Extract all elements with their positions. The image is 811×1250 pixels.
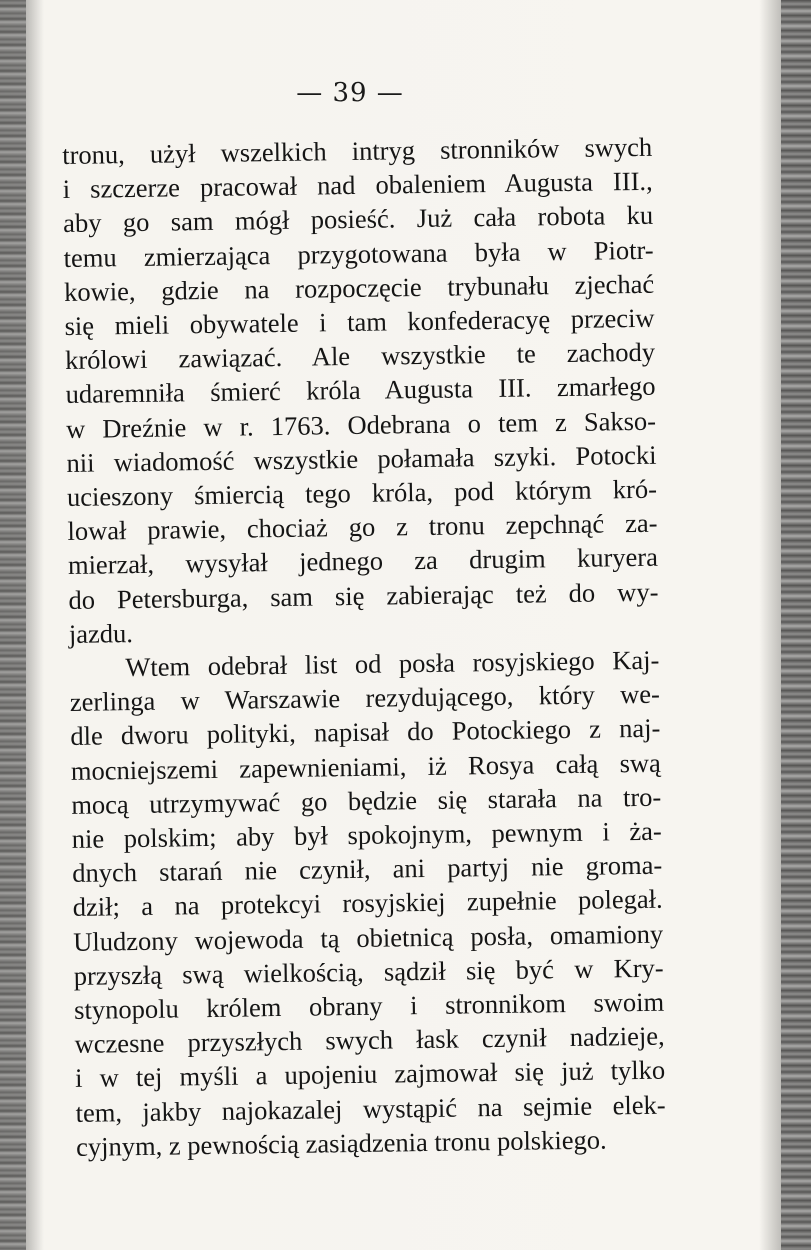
text-line: nii wiadomość wszystkie połamała szyki. Potocki: [66, 439, 657, 478]
right-scan-shadow: [759, 0, 781, 1250]
text-line: wczesne przyszłych swych łask czynił nadzieje,: [74, 1020, 665, 1060]
left-scan-edge: [0, 0, 26, 1250]
text-line: mocniejszemi zapewnieniami, iż Rosya całą swą: [70, 747, 661, 786]
text-line: dle dworu polityki, napisał do Potockiego z naj-: [70, 713, 661, 752]
text-line: nie polskim; aby był spokojnym, pewnym i ża-: [71, 815, 662, 854]
text-line: cyjnym, z pewnością zasiądzenia tronu polskiego.: [75, 1124, 607, 1162]
text-line: dnych starań nie czynił, ani partyj nie groma-: [72, 849, 663, 889]
text-line: królowi zawiązać. Ale wszystkie te zachody: [64, 336, 656, 376]
text-line: Uludzony wojewoda tą obietnicą posła, omamiony: [73, 918, 664, 957]
text-line: Wtem odebrał list od posła rosyjskiego Kaj-: [125, 644, 660, 683]
text-line: tronu, użył wszelkich intryg stronników swych: [62, 131, 653, 170]
text-line: mierzał, wysyłał jednego za drugim kuryera: [67, 542, 659, 581]
text-line: stynopolu królem obrany i stronnikom swoim: [73, 986, 665, 1025]
text-line: do Petersburga, sam się zabierając też do wy-: [68, 576, 659, 615]
paragraph: [69, 643, 666, 1164]
text-line: aby go sam mógł posieść. Już cała robota ku: [62, 200, 654, 239]
text-line: mocą utrzymywać go będzie się starała na tro-: [71, 781, 662, 820]
left-scan-shadow: [26, 0, 44, 1250]
text-line: jazdu.: [68, 617, 134, 649]
text-line: ucieszony śmiercią tego króla, pod którym kró-: [66, 473, 658, 512]
text-line: przyszłą swą wielkością, sądził się być w Kry-: [73, 952, 664, 991]
text-line: w Dreźnie w r. 1763. Odebrana o tem z Sakso-: [65, 405, 657, 444]
text-line: się mieli obywatele i tam konfederacyę przeciw: [64, 302, 655, 341]
text-line: dził; a na protekcyi rosyjskiej zupełnie polegał.: [72, 884, 663, 923]
text-line: kowie, gdzie na rozpoczęcie trybunału zjechać: [63, 268, 655, 307]
right-scan-edge: [781, 0, 811, 1250]
text-line: i szczerze pracował nad obaleniem Augusta III.,: [62, 165, 653, 205]
text-line: tem, jakby najokazalej wystąpić na sejmie elek-: [75, 1089, 666, 1128]
page-number: — 39 —: [296, 78, 404, 108]
paragraph: [62, 130, 659, 651]
text-line: zerlinga w Warszawie rezydującego, który we-: [69, 678, 661, 718]
text-line: temu zmierzająca przygotowana była w Piotr-: [63, 234, 654, 273]
text-line: udaremniła śmierć króla Augusta III. zmarłego: [65, 371, 656, 410]
text-line: i w tej myśli a upojeniu zajmował się już tylko: [74, 1055, 666, 1094]
body-text: [62, 130, 666, 1164]
text-line: lował prawie, chociaż go z tronu zepchnąć za-: [67, 507, 658, 547]
